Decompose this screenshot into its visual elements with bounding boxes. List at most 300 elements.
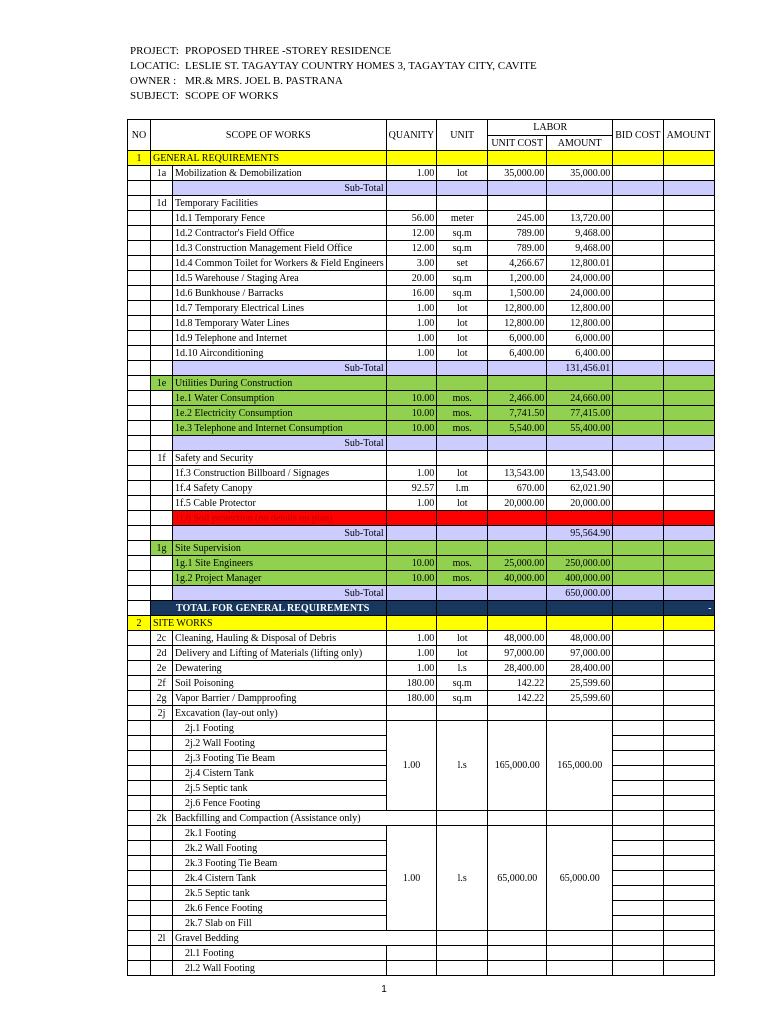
item-code [151, 571, 173, 586]
subtotal-amount [547, 436, 613, 451]
item-unit: lot [437, 346, 488, 361]
table-row [128, 706, 715, 721]
item-unit-cost: 5,540.00 [488, 421, 547, 436]
item-amount: 400,000.00 [547, 571, 613, 586]
header-value: SCOPE OF WORKS [185, 90, 279, 102]
table-cell [128, 406, 151, 421]
table-cell [151, 871, 173, 886]
item-description: Vapor Barrier / Dampproofing [173, 691, 387, 706]
table-cell [613, 511, 663, 526]
item-unit: sq.m [437, 241, 488, 256]
item-unit: mos. [437, 406, 488, 421]
item-unit [437, 541, 488, 556]
table-row [128, 466, 715, 481]
table-cell [613, 166, 663, 181]
table-cell [613, 961, 663, 976]
table-row [128, 601, 715, 616]
sub-item-description: 2j.4 Cistern Tank [173, 766, 387, 781]
table-cell [128, 346, 151, 361]
table-cell [386, 961, 437, 976]
item-description: 1f.4 Safety Canopy [173, 481, 387, 496]
item-code: 1d [151, 196, 173, 211]
item-amount: 6,000.00 [547, 331, 613, 346]
table-cell [613, 661, 663, 676]
subtotal-amount: 650,000.00 [547, 586, 613, 601]
table-cell [613, 316, 663, 331]
item-amount: 9,468.00 [547, 226, 613, 241]
table-cell [663, 961, 714, 976]
table-row [128, 826, 715, 841]
table-cell [151, 586, 173, 601]
item-code: 2k [151, 811, 173, 826]
item-unit: l.s [437, 661, 488, 676]
table-cell [128, 436, 151, 451]
item-code: 2l [151, 931, 173, 946]
table-cell [663, 526, 714, 541]
table-cell [128, 916, 151, 931]
table-cell [128, 211, 151, 226]
item-description: Site Supervision [173, 541, 387, 556]
item-amount [547, 706, 613, 721]
table-cell [488, 436, 547, 451]
table-row [128, 301, 715, 316]
header-key: SUBJECT: [130, 90, 179, 102]
item-unit-cost: 35,000.00 [488, 166, 547, 181]
table-row [128, 571, 715, 586]
group-quantity: 1.00 [386, 721, 437, 811]
table-row [128, 391, 715, 406]
table-cell [663, 481, 714, 496]
table-cell [128, 391, 151, 406]
table-cell [547, 811, 613, 826]
table-cell [151, 856, 173, 871]
header-key: LOCATIC: [130, 60, 180, 72]
item-description: 1f.6 Soil protection (no details on plan) [173, 511, 387, 526]
table-cell [613, 706, 663, 721]
table-row [128, 166, 715, 181]
item-amount: 77,415.00 [547, 406, 613, 421]
table-cell [547, 151, 613, 166]
table-row [128, 691, 715, 706]
item-unit: lot [437, 301, 488, 316]
item-unit-cost: 13,543.00 [488, 466, 547, 481]
item-unit-cost: 6,000.00 [488, 331, 547, 346]
table-cell [663, 721, 714, 736]
section-number: 1 [128, 151, 151, 166]
item-unit [437, 706, 488, 721]
table-cell [613, 856, 663, 871]
item-unit-cost: 20,000.00 [488, 496, 547, 511]
item-description: Cleaning, Hauling & Disposal of Debris [173, 631, 387, 646]
table-cell [128, 586, 151, 601]
item-code [151, 346, 173, 361]
group-amount: 65,000.00 [547, 826, 613, 931]
item-description: 1d.2 Contractor's Field Office [173, 226, 387, 241]
item-unit-cost: 12,800.00 [488, 301, 547, 316]
table-cell [663, 706, 714, 721]
table-cell [663, 316, 714, 331]
item-amount: 9,468.00 [547, 241, 613, 256]
item-description: 1d.7 Temporary Electrical Lines [173, 301, 387, 316]
item-unit-cost: 12,800.00 [488, 316, 547, 331]
table-cell [128, 811, 151, 826]
table-row [128, 526, 715, 541]
item-code [151, 556, 173, 571]
item-quantity: 12.00 [386, 241, 437, 256]
item-amount: 62,021.90 [547, 481, 613, 496]
item-amount [547, 451, 613, 466]
item-quantity: 1.00 [386, 316, 437, 331]
item-unit-cost: 97,000.00 [488, 646, 547, 661]
section-title: SITE WORKS [151, 616, 387, 631]
table-cell [128, 961, 151, 976]
header-value: MR.& MRS. JOEL B. PASTRANA [185, 75, 343, 87]
item-unit: lot [437, 166, 488, 181]
item-amount: 24,660.00 [547, 391, 613, 406]
item-quantity: 1.00 [386, 466, 437, 481]
document-header [130, 44, 537, 104]
table-cell [151, 901, 173, 916]
item-description: 1d.3 Construction Management Field Office [173, 241, 387, 256]
table-cell [663, 556, 714, 571]
table-cell [128, 946, 151, 961]
table-cell [663, 241, 714, 256]
group-unit: l.s [437, 826, 488, 931]
header-key: PROJECT: [130, 45, 179, 57]
table-cell [663, 256, 714, 271]
table-cell [128, 571, 151, 586]
group-unit-cost: 165,000.00 [488, 721, 547, 811]
item-description: 1g.2 Project Manager [173, 571, 387, 586]
table-cell [128, 796, 151, 811]
item-unit: mos. [437, 391, 488, 406]
item-description: Utilities During Construction [173, 376, 387, 391]
table-cell [663, 856, 714, 871]
table-row [128, 211, 715, 226]
table-cell [663, 631, 714, 646]
item-description: Dewatering [173, 661, 387, 676]
group-amount: 165,000.00 [547, 721, 613, 811]
item-unit-cost: 1,200.00 [488, 271, 547, 286]
table-cell [613, 781, 663, 796]
table-cell [663, 376, 714, 391]
table-row [128, 151, 715, 166]
sub-item-description: 2k.3 Footing Tie Beam [173, 856, 387, 871]
table-cell [128, 826, 151, 841]
item-amount: 250,000.00 [547, 556, 613, 571]
item-code: 2j [151, 706, 173, 721]
table-row [128, 946, 715, 961]
item-quantity: 16.00 [386, 286, 437, 301]
table-cell [128, 166, 151, 181]
table-row [128, 616, 715, 631]
table-cell [613, 751, 663, 766]
grand-total-amount: - [663, 601, 714, 616]
table-row [128, 676, 715, 691]
table-cell [663, 901, 714, 916]
table-cell [128, 601, 151, 616]
table-cell [613, 226, 663, 241]
item-unit: set [437, 256, 488, 271]
table-cell [547, 601, 613, 616]
table-cell [128, 241, 151, 256]
table-cell [488, 961, 547, 976]
table-cell [613, 676, 663, 691]
item-amount: 12,800.00 [547, 301, 613, 316]
table-cell [151, 181, 173, 196]
item-description: Temporary Facilities [173, 196, 387, 211]
table-cell [128, 361, 151, 376]
table-row [128, 181, 715, 196]
table-cell [613, 346, 663, 361]
item-code: 2e [151, 661, 173, 676]
item-unit: sq.m [437, 286, 488, 301]
table-cell [128, 676, 151, 691]
table-cell [613, 571, 663, 586]
table-cell [663, 871, 714, 886]
table-cell [613, 496, 663, 511]
item-unit-cost: 142.22 [488, 691, 547, 706]
sub-item-description: 2l.1 Footing [173, 946, 387, 961]
item-quantity: 10.00 [386, 391, 437, 406]
item-quantity: 12.00 [386, 226, 437, 241]
item-code [151, 256, 173, 271]
item-amount [547, 511, 613, 526]
table-cell [547, 616, 613, 631]
item-unit-cost: 789.00 [488, 241, 547, 256]
table-cell [613, 586, 663, 601]
table-row [128, 346, 715, 361]
item-unit-cost [488, 706, 547, 721]
table-row [128, 331, 715, 346]
table-cell [613, 556, 663, 571]
table-cell [663, 661, 714, 676]
item-quantity [386, 376, 437, 391]
table-row [128, 931, 715, 946]
table-row [128, 631, 715, 646]
item-description: 1g.1 Site Engineers [173, 556, 387, 571]
group-unit-cost: 65,000.00 [488, 826, 547, 931]
table-cell [663, 736, 714, 751]
table-cell [663, 226, 714, 241]
subtotal-amount: 95,564.90 [547, 526, 613, 541]
item-amount: 13,543.00 [547, 466, 613, 481]
table-cell [613, 436, 663, 451]
item-unit-cost: 2,466.00 [488, 391, 547, 406]
item-unit: lot [437, 316, 488, 331]
table-cell [386, 946, 437, 961]
item-code [151, 481, 173, 496]
table-cell [128, 901, 151, 916]
table-cell [663, 421, 714, 436]
table-cell [128, 331, 151, 346]
sub-item-description: 2j.5 Septic tank [173, 781, 387, 796]
subtotal-label: Sub-Total [173, 526, 387, 541]
table-cell [437, 961, 488, 976]
item-description: 1f.5 Cable Protector [173, 496, 387, 511]
table-cell [386, 436, 437, 451]
table-cell [613, 526, 663, 541]
sub-item-description: 2k.2 Wall Footing [173, 841, 387, 856]
table-cell [128, 196, 151, 211]
table-cell [128, 181, 151, 196]
table-row [128, 376, 715, 391]
table-cell [151, 916, 173, 931]
table-row [128, 256, 715, 271]
table-row [128, 406, 715, 421]
item-unit [437, 196, 488, 211]
table-cell [663, 511, 714, 526]
table-row [128, 421, 715, 436]
sub-item-description: 2j.1 Footing [173, 721, 387, 736]
table-cell [613, 616, 663, 631]
table-cell [128, 556, 151, 571]
sub-item-description: 2k.5 Septic tank [173, 886, 387, 901]
table-cell [663, 391, 714, 406]
item-quantity: 180.00 [386, 676, 437, 691]
item-quantity: 1.00 [386, 301, 437, 316]
table-row [128, 721, 715, 736]
table-cell [613, 916, 663, 931]
item-code: 1g [151, 541, 173, 556]
item-unit: lot [437, 331, 488, 346]
page-number: 1 [381, 984, 387, 995]
table-cell [663, 331, 714, 346]
table-cell [663, 151, 714, 166]
table-cell [613, 466, 663, 481]
item-code [151, 511, 173, 526]
table-cell [663, 796, 714, 811]
item-description: 1d.9 Telephone and Internet [173, 331, 387, 346]
item-code: 1a [151, 166, 173, 181]
table-cell [663, 586, 714, 601]
table-cell [437, 361, 488, 376]
table-cell [663, 571, 714, 586]
item-quantity: 1.00 [386, 166, 437, 181]
sub-item-description: 2l.2 Wall Footing [173, 961, 387, 976]
table-cell [663, 436, 714, 451]
item-unit: lot [437, 466, 488, 481]
item-quantity [386, 706, 437, 721]
item-code: 1f [151, 451, 173, 466]
table-cell [663, 406, 714, 421]
table-cell [151, 361, 173, 376]
item-description: Mobilization & Demobilization [173, 166, 387, 181]
item-code: 1e [151, 376, 173, 391]
table-cell [613, 151, 663, 166]
section-number: 2 [128, 616, 151, 631]
item-amount: 25,599.60 [547, 691, 613, 706]
table-cell [128, 736, 151, 751]
table-cell [128, 646, 151, 661]
sub-item-description: 2j.6 Fence Footing [173, 796, 387, 811]
grand-total-label: TOTAL FOR GENERAL REQUIREMENTS [151, 601, 387, 616]
table-row [128, 811, 715, 826]
item-unit [437, 451, 488, 466]
table-cell [663, 346, 714, 361]
item-code [151, 226, 173, 241]
table-cell [128, 421, 151, 436]
table-cell [151, 736, 173, 751]
table-cell [613, 541, 663, 556]
sub-item-description: 2k.7 Slab on Fill [173, 916, 387, 931]
item-unit-cost: 7,741.50 [488, 406, 547, 421]
item-description: Delivery and Lifting of Materials (lifting only) [173, 646, 387, 661]
table-row [128, 511, 715, 526]
scope-of-works-table [127, 119, 715, 976]
item-quantity: 1.00 [386, 631, 437, 646]
table-cell [488, 601, 547, 616]
item-code [151, 421, 173, 436]
col-scope: SCOPE OF WORKS [151, 120, 387, 151]
table-cell [663, 646, 714, 661]
item-unit: sq.m [437, 691, 488, 706]
item-unit: mos. [437, 421, 488, 436]
table-cell [128, 766, 151, 781]
table-cell [663, 616, 714, 631]
table-cell [128, 841, 151, 856]
table-cell [663, 886, 714, 901]
table-cell [663, 781, 714, 796]
item-unit: mos. [437, 571, 488, 586]
item-unit-cost: 48,000.00 [488, 631, 547, 646]
item-description: 1d.6 Bunkhouse / Barracks [173, 286, 387, 301]
table-cell [613, 271, 663, 286]
col-amount2: AMOUNT [663, 120, 714, 151]
table-cell [151, 721, 173, 736]
table-cell [488, 526, 547, 541]
table-row [128, 271, 715, 286]
table-cell [547, 931, 613, 946]
item-quantity: 10.00 [386, 571, 437, 586]
table-cell [613, 211, 663, 226]
item-description: 1d.10 Airconditioning [173, 346, 387, 361]
item-unit-cost: 670.00 [488, 481, 547, 496]
table-cell [663, 361, 714, 376]
item-code: 2g [151, 691, 173, 706]
table-cell [437, 601, 488, 616]
sub-item-description: 2k.6 Fence Footing [173, 901, 387, 916]
subtotal-label: Sub-Total [173, 436, 387, 451]
table-cell [613, 601, 663, 616]
table-cell [613, 256, 663, 271]
item-unit-cost: 245.00 [488, 211, 547, 226]
item-quantity: 1.00 [386, 331, 437, 346]
table-cell [663, 931, 714, 946]
table-row [128, 436, 715, 451]
item-unit [437, 376, 488, 391]
item-code: 2f [151, 676, 173, 691]
table-cell [613, 196, 663, 211]
table-cell [386, 526, 437, 541]
table-cell [128, 271, 151, 286]
item-code: 2c [151, 631, 173, 646]
table-cell [663, 271, 714, 286]
table-cell [613, 826, 663, 841]
table-cell [151, 961, 173, 976]
table-cell [151, 781, 173, 796]
item-unit-cost [488, 196, 547, 211]
item-unit: lot [437, 646, 488, 661]
item-amount: 25,599.60 [547, 676, 613, 691]
item-quantity: 1.00 [386, 496, 437, 511]
table-row [128, 661, 715, 676]
item-quantity: 180.00 [386, 691, 437, 706]
table-cell [613, 391, 663, 406]
table-cell [437, 181, 488, 196]
table-cell [613, 691, 663, 706]
table-cell [613, 871, 663, 886]
